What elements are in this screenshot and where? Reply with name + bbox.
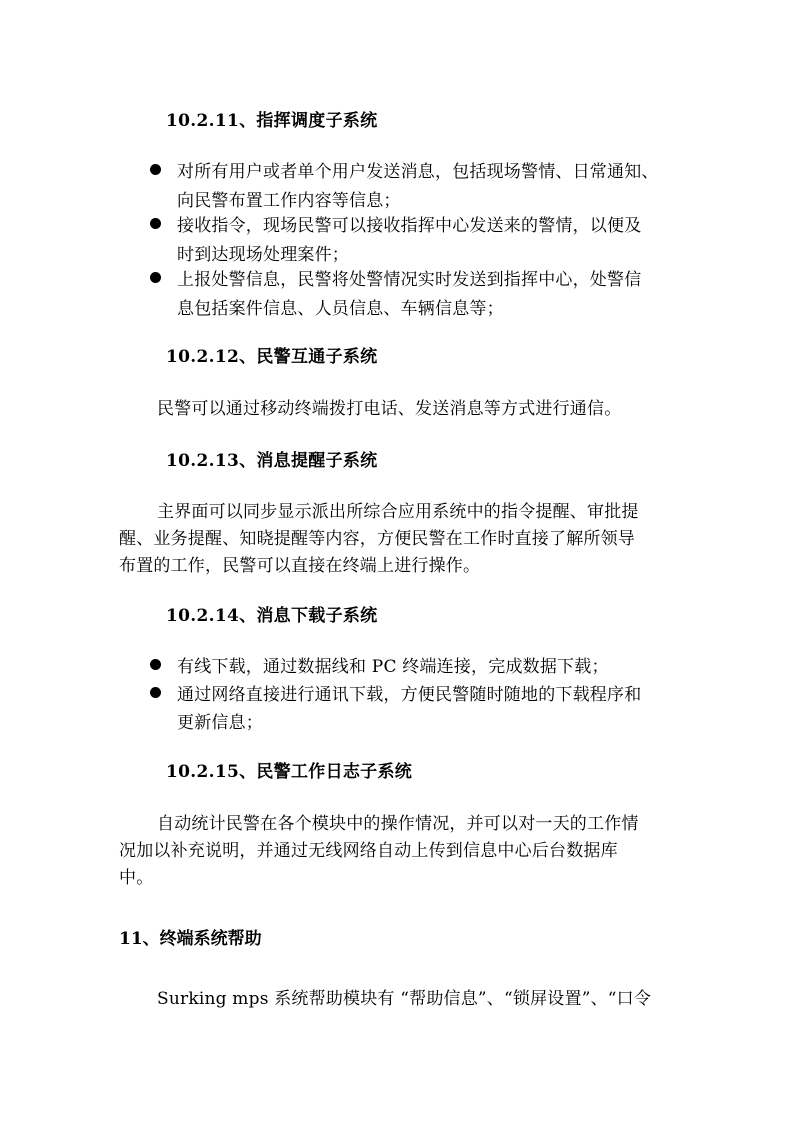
bullet-text: 向民警布置工作内容等信息； xyxy=(177,191,401,211)
bullet-text: 对所有用户或者单个用户发送消息，包括现场警情、日常通知、 xyxy=(177,162,659,182)
bullet-dot xyxy=(150,272,161,283)
paragraph-line: 醒、业务提醒、知晓提醒等内容，方便民警在工作时直接了解所领导 xyxy=(119,529,635,549)
section-heading-10-2-11: 10.2.11、指挥调度子系统 xyxy=(166,111,378,131)
bullet-dot xyxy=(150,164,161,175)
bullet-text: 更新信息； xyxy=(177,713,263,733)
bullet-text: 上报处警信息，民警将处警情况实时发送到指挥中心，处警信 xyxy=(177,270,642,290)
section-heading-10-2-12: 10.2.12、民警互通子系统 xyxy=(166,347,378,367)
chapter-heading-11: 11、终端系统帮助 xyxy=(119,929,262,949)
paragraph-line: 况加以补充说明，并通过无线网络自动上传到信息中心后台数据库 xyxy=(119,841,618,861)
bullet-dot xyxy=(150,218,161,229)
section-heading-10-2-14: 10.2.14、消息下载子系统 xyxy=(166,606,378,626)
paragraph-line: Surking mps 系统帮助模块有 “帮助信息”、“锁屏设置”、“口令 xyxy=(157,989,652,1009)
paragraph-line: 中。 xyxy=(119,868,154,888)
bullet-dot xyxy=(150,687,161,698)
paragraph-line: 民警可以通过移动终端拨打电话、发送消息等方式进行通信。 xyxy=(157,399,622,419)
paragraph-line: 主界面可以同步显示派出所综合应用系统中的指令提醒、审批提 xyxy=(157,502,639,522)
bullet-text: 有线下载，通过数据线和 PC 终端连接，完成数据下载； xyxy=(177,657,609,677)
bullet-text: 息包括案件信息、人员信息、车辆信息等； xyxy=(177,299,504,319)
paragraph-line: 布置的工作，民警可以直接在终端上进行操作。 xyxy=(119,556,481,576)
section-heading-10-2-13: 10.2.13、消息提醒子系统 xyxy=(166,451,378,471)
bullet-text: 时到达现场处理案件； xyxy=(177,245,349,265)
section-heading-10-2-15: 10.2.15、民警工作日志子系统 xyxy=(166,762,413,782)
bullet-dot xyxy=(150,659,161,670)
bullet-text: 通过网络直接进行通讯下载，方便民警随时随地的下载程序和 xyxy=(177,685,642,705)
bullet-text: 接收指令，现场民警可以接收指挥中心发送来的警情，以便及 xyxy=(177,216,642,236)
paragraph-line: 自动统计民警在各个模块中的操作情况，并可以对一天的工作情 xyxy=(157,814,639,834)
